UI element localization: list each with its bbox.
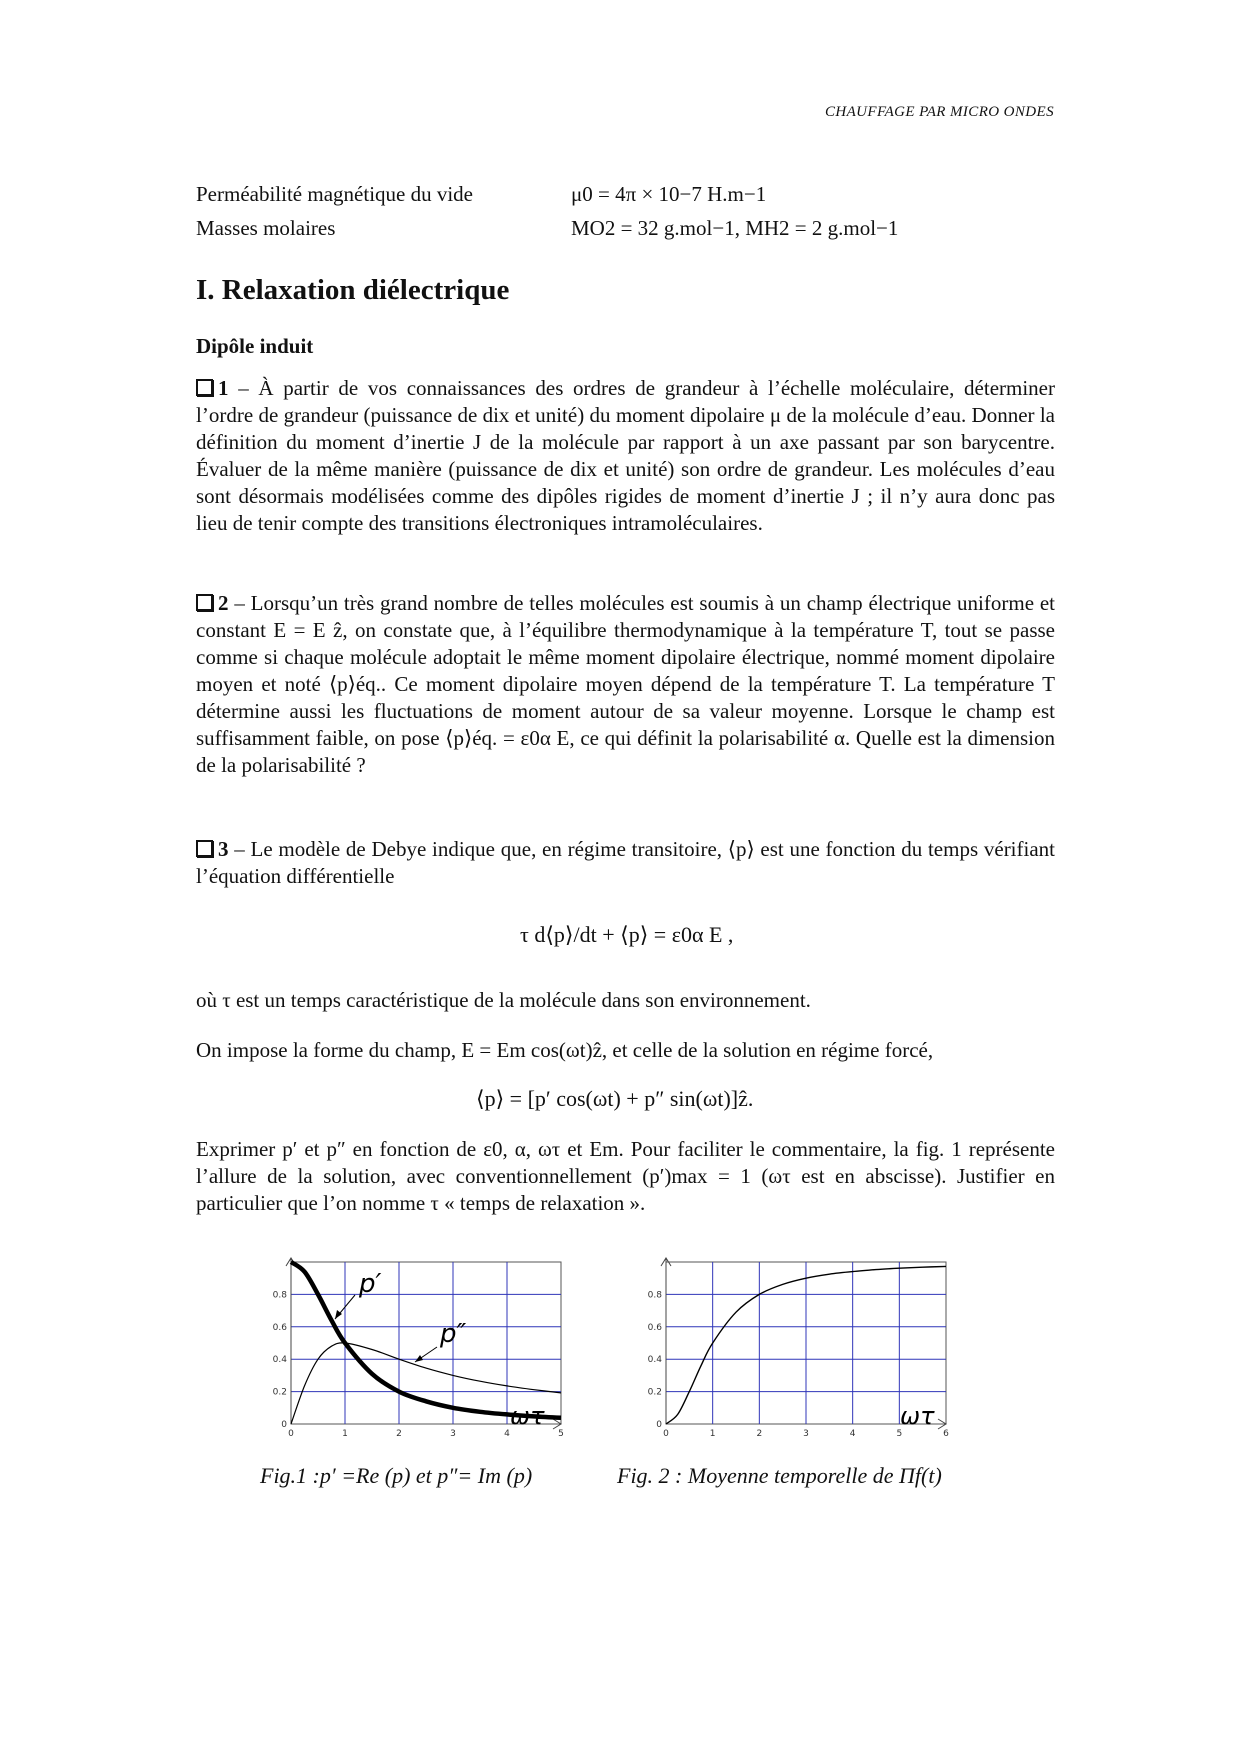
x-tick-label: 5 [896, 1429, 903, 1439]
question-1 [196, 375, 1055, 537]
constant-value-mu0: μ0 = 4π × 10−7 H.m−1 [571, 182, 767, 206]
question-3-task: Exprimer p′ et p″ en fonction de ε0, α, ωτ et Em. Pour faciliter le commentaire, la fig. 1 représente l’allure de la solution, avec conventionnellement (p′)max = 1 (ωτ est en abscisse). Justifier en particulier que l’on nomme τ « temps de relaxation ». [196, 1137, 1055, 1215]
x-tick-label: 1 [342, 1429, 348, 1439]
figure-1-caption: Fig.1 :p′ =Re (p) et p″= Im (p) [260, 1463, 533, 1488]
question-text: – À partir de vos connaissances des ordres de grandeur à l’échelle moléculaire, déterminer l’ordre de grandeur (puissance de dix et unité) du moment dipolaire μ de la molécule d’eau. Donner la définition du moment d’inertie J de la molécule par rapport à un axe passant par son barycentre. Évaluer de la même manière (puissance de dix et unité) son ordre de grandeur. Les molécules d’eau sont désormais modélisées comme des dipôles rigides de moment d’inertie J ; il n’y aura donc pas lieu de tenir compte des transitions électroniques intramoléculaires. [196, 376, 1055, 535]
y-tick-label: 0.2 [272, 1387, 287, 1398]
x-tick-label: 0 [288, 1429, 294, 1439]
field-form: On impose la forme du champ, E = Em cos(ωt)ẑ, et celle de la solution en régime forcé, [196, 1038, 934, 1062]
axis-label-omega-tau: ωτ [510, 1402, 545, 1430]
figure-1-chart [255, 1252, 580, 1452]
figure-2-chart [647, 1252, 960, 1452]
annotation-p-prime: p′ [359, 1269, 382, 1299]
question-number: 3 [218, 837, 229, 861]
tau-definition: où τ est un temps caractéristique de la molécule dans son environnement. [196, 988, 811, 1012]
x-tick-label: 2 [756, 1429, 763, 1439]
y-tick-label: 0.2 [647, 1387, 662, 1398]
y-tick-label: 0.6 [647, 1322, 662, 1333]
x-tick-label: 2 [396, 1429, 402, 1439]
arrow-head-p-double-prime [415, 1355, 423, 1362]
x-tick-label: 6 [943, 1429, 949, 1439]
constant-label-molar: Masses molaires [196, 216, 336, 240]
x-tick-label: 0 [663, 1429, 669, 1439]
figure-2-caption: Fig. 2 : Moyenne temporelle de Πf(t) [617, 1463, 942, 1488]
y-tick-label: 0.8 [647, 1290, 662, 1301]
question-intro: – Le modèle de Debye indique que, en régime transitoire, ⟨p⟩ est une fonction du temps vérifiant l’équation différentielle [196, 837, 1056, 888]
x-tick-label: 4 [849, 1429, 856, 1439]
forced-solution: ⟨p⟩ = [p′ cos(ωt) + p″ sin(ωt)]ẑ. [476, 1086, 754, 1111]
constant-value-molar: MO2 = 32 g.mol−1, MH2 = 2 g.mol−1 [571, 216, 899, 240]
debye-equation: τ d⟨p⟩/dt + ⟨p⟩ = ε0α E , [520, 922, 734, 947]
x-tick-label: 5 [558, 1429, 564, 1439]
checkbox-icon [196, 594, 213, 611]
y-tick-label: 0.8 [272, 1290, 287, 1301]
question-2 [196, 590, 1055, 779]
question-number: 2 [218, 591, 229, 615]
y-tick-label: 0.6 [272, 1322, 287, 1333]
axis-label-omega-tau: ωτ [900, 1402, 935, 1430]
constant-label-mu0: Perméabilité magnétique du vide [196, 182, 473, 206]
y-tick-label: 0.4 [272, 1355, 287, 1366]
question-text: – Lorsqu’un très grand nombre de telles molécules est soumis à un champ électrique uniforme et constant E = E ẑ, on constate que, à l’équilibre thermodynamique à la température T, tout se passe comme si chaque molécule adoptait le même moment dipolaire électrique, nommé moment dipolaire moyen et noté ⟨p⟩éq.. Ce moment dipolaire moyen dépend de la température T. La température T détermine aussi les fluctuations de moment autour de sa valeur moyenne. Lorsque le champ est suffisamment faible, on pose ⟨p⟩éq. = ε0α E, ce qui définit la polarisabilité α. Quelle est la dimension de la polarisabilité ? [196, 591, 1055, 777]
x-tick-label: 4 [504, 1429, 510, 1439]
annotation-p-double-prime: p″ [440, 1319, 467, 1349]
subsection-title: Dipôle induit [196, 334, 314, 358]
y-tick-label: 0 [281, 1420, 287, 1430]
section-title: I. Relaxation diélectrique [196, 274, 510, 306]
y-tick-label: 0.4 [647, 1355, 662, 1366]
question-number: 1 [218, 376, 229, 400]
running-header: CHAUFFAGE PAR MICRO ONDES [824, 104, 1054, 120]
question-3 [196, 836, 1055, 890]
y-tick-label: 0 [656, 1420, 662, 1430]
x-tick-label: 3 [450, 1429, 456, 1439]
x-tick-label: 3 [803, 1429, 809, 1439]
x-tick-label: 1 [709, 1429, 716, 1439]
checkbox-icon [196, 379, 213, 396]
series-p-prime-line [291, 1262, 561, 1418]
checkbox-icon [196, 840, 213, 857]
